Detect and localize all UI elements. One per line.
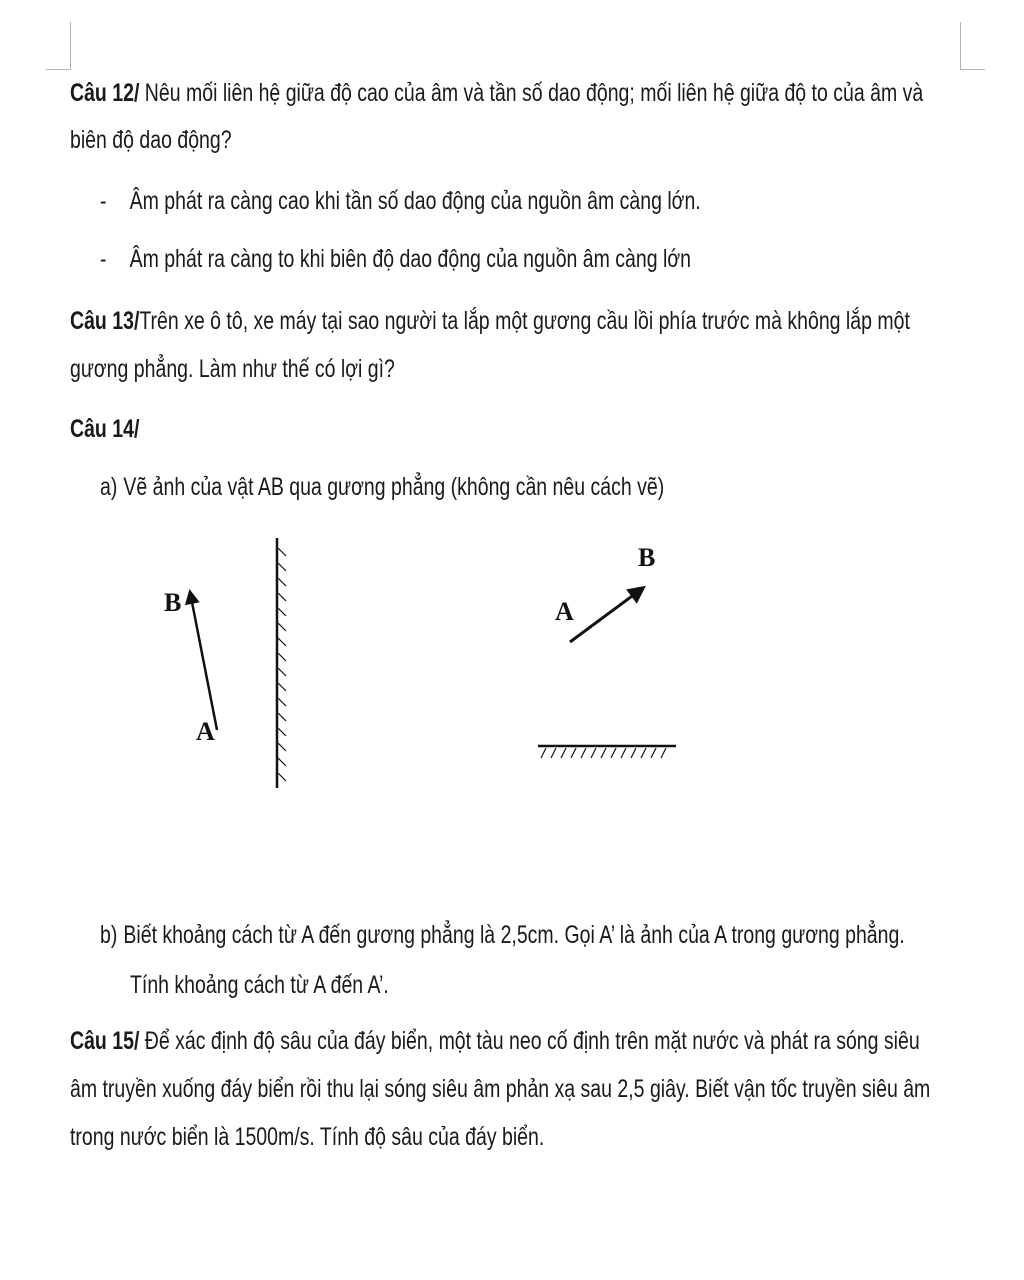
- question-15-line-3: trong nước biển là 1500m/s. Tính độ sâu của đáy biển.: [70, 1123, 545, 1151]
- point-label-a: A: [555, 597, 574, 626]
- list-label: a): [100, 473, 118, 501]
- question-15-text: Để xác định độ sâu của đáy biển, một tàu neo cố định trên mặt nước và phát ra sóng siêu: [139, 1027, 920, 1055]
- object-arrow-ab: [190, 592, 217, 730]
- page-corner-mark-top-right: [960, 69, 985, 70]
- mirror-hatching: [541, 748, 666, 758]
- diagram-2-horizontal-mirror: [538, 543, 676, 758]
- part-b-text: Biết khoảng cách từ A đến gương phẳng là 2,5cm. Gọi A’ là ảnh của A trong gương phẳng.: [123, 921, 905, 949]
- point-label-b: B: [164, 588, 182, 617]
- question-14-part-b-line-1: [100, 912, 905, 959]
- bullet-text: Âm phát ra càng cao khi tần số dao động của nguồn âm càng lớn.: [129, 187, 701, 215]
- page-corner-mark-top-right: [960, 22, 961, 70]
- page-corner-mark-top-left: [70, 22, 71, 70]
- question-15-line-1: [70, 1018, 920, 1065]
- point-label-b: B: [638, 543, 656, 572]
- question-12-bullet-2: [100, 236, 794, 283]
- question-13-line-1: [70, 298, 910, 345]
- question-12-line-1: [70, 70, 924, 117]
- part-a-text: Vẽ ảnh của vật AB qua gương phẳng (không cần nêu cách vẽ): [123, 473, 665, 501]
- page-corner-mark-top-left: [46, 69, 71, 70]
- object-arrow-ab: [570, 588, 643, 642]
- question-14-label: Câu 14/: [70, 415, 140, 443]
- list-label: b): [100, 921, 118, 949]
- question-15-label: Câu 15/: [70, 1027, 140, 1055]
- question-12-bullet-1: [100, 178, 794, 225]
- mirror-diagrams: [0, 520, 1024, 820]
- question-13-text: Trên xe ô tô, xe máy tại sao người ta lắp một gương cầu lồi phía trước mà không lắp một: [139, 307, 910, 335]
- question-12-line-2: biên độ dao động?: [70, 126, 232, 154]
- question-12-text: Nêu mối liên hệ giữa độ cao của âm và tần số dao động; mối liên hệ giữa độ to của âm và: [139, 79, 924, 107]
- question-14-part-b-line-2: Tính khoảng cách từ A đến A’.: [130, 971, 389, 999]
- diagram-1-vertical-mirror: [164, 538, 286, 788]
- question-14-part-a: [100, 464, 794, 511]
- point-label-a: A: [196, 717, 215, 746]
- question-12-label: Câu 12/: [70, 79, 140, 107]
- bullet-marker: -: [100, 245, 107, 273]
- question-13-line-2: gương phẳng. Làm như thế có lợi gì?: [70, 355, 395, 383]
- mirror-hatching: [278, 548, 286, 781]
- bullet-marker: -: [100, 187, 107, 215]
- bullet-text: Âm phát ra càng to khi biên độ dao động của nguồn âm càng lớn: [129, 245, 691, 273]
- question-15-line-2: âm truyền xuống đáy biển rồi thu lại sóng siêu âm phản xạ sau 2,5 giây. Biết vận tốc truyền siêu âm: [70, 1075, 931, 1103]
- question-13-label: Câu 13/: [70, 307, 140, 335]
